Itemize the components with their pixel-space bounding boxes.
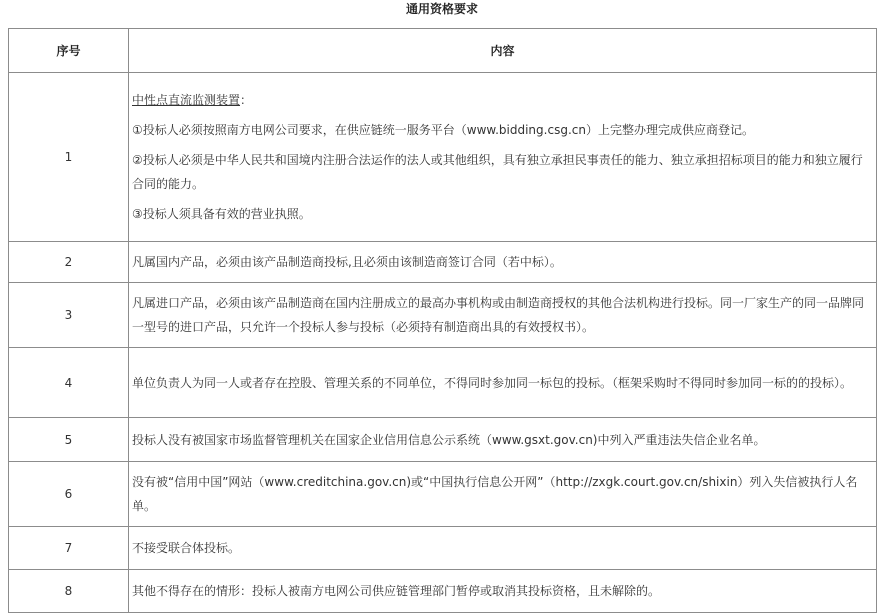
row-number: 5 [9, 418, 129, 462]
row-content: 单位负责人为同一人或者存在控股、管理关系的不同单位，不得同时参加同一标包的投标。（框架采购时不得同时参加同一标的的投标）。 [129, 348, 877, 418]
paragraph: ②投标人必须是中华人民共和国境内注册合法运作的法人或其他组织，具有独立承担民事责任的能力、独立承担招标项目的能力和独立履行合同的能力。 [132, 153, 863, 191]
header-content: 内容 [129, 29, 877, 73]
row-content [129, 73, 877, 242]
row-heading [132, 88, 872, 112]
row-number: 3 [9, 283, 129, 348]
qualification-table [8, 28, 877, 613]
table-header-row [9, 29, 877, 73]
table-row [9, 418, 877, 462]
header-seq: 序号 [9, 29, 129, 73]
table-row [9, 462, 877, 527]
row-number: 4 [9, 348, 129, 418]
table-row [9, 570, 877, 613]
table-row [9, 283, 877, 348]
paragraph: ③投标人须具备有效的营业执照。 [132, 207, 311, 221]
row-content: 凡属进口产品，必须由该产品制造商在国内注册成立的最高办事机构或由制造商授权的其他合法机构进行投标。同一厂家生产的同一品牌同一型号的进口产品，只允许一个投标人参与投标（必须持有制造商出具的有效授权书）。 [129, 283, 877, 348]
row-number: 1 [9, 73, 129, 242]
row-number: 6 [9, 462, 129, 527]
table-row [9, 242, 877, 283]
table-title: 通用资格要求 [405, 2, 478, 16]
paragraph: ①投标人必须按照南方电网公司要求，在供应链统一服务平台（www.bidding.csg.cn）上完整办理完成供应商登记。 [132, 123, 754, 137]
table-row [9, 527, 877, 570]
table-row [9, 348, 877, 418]
row-content: 凡属国内产品，必须由该产品制造商投标,且必须由该制造商签订合同（若中标）。 [129, 242, 877, 283]
row-number: 7 [9, 527, 129, 570]
row-content: 没有被“信用中国”网站（www.creditchina.gov.cn)或“中国执行信息公开网”（http://zxgk.court.gov.cn/shixin）列入失信被执行人名单。 [129, 462, 877, 527]
table-row [9, 73, 877, 242]
row-content: 投标人没有被国家市场监督管理机关在国家企业信用信息公示系统（www.gsxt.gov.cn)中列入严重违法失信企业名单。 [129, 418, 877, 462]
row-number: 8 [9, 570, 129, 613]
device-name: 中性点直流监测装置 [132, 93, 241, 107]
row-content: 其他不得存在的情形：投标人被南方电网公司供应链管理部门暂停或取消其投标资格，且未解除的。 [129, 570, 877, 613]
row-number: 2 [9, 242, 129, 283]
heading-colon: ： [240, 93, 253, 107]
row-content: 不接受联合体投标。 [129, 527, 877, 570]
